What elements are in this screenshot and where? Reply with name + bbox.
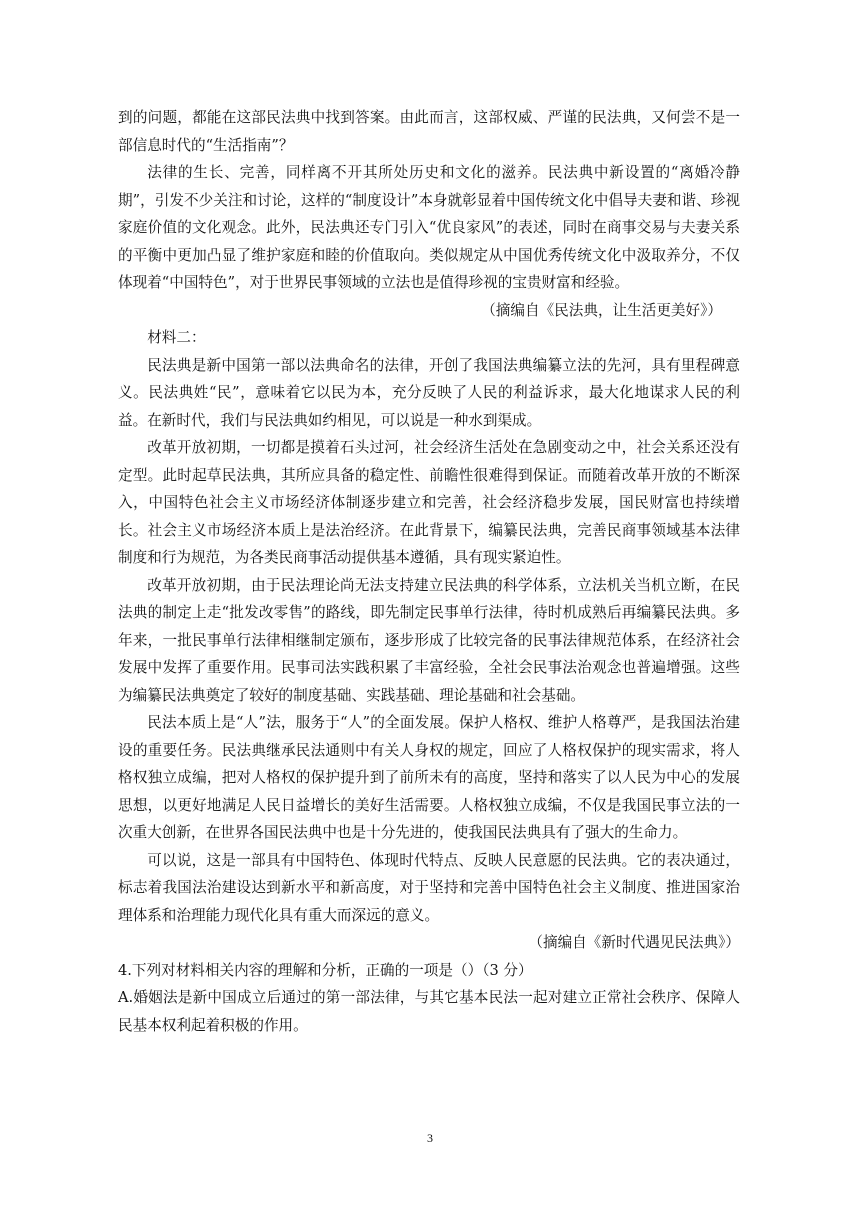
page-number: 3 (427, 1131, 433, 1145)
document-page (118, 104, 740, 1039)
material1-continuation: 到的问题，都能在这部民法典中找到答案。由此而言，这部权威、严谨的民法典，又何尝不是一部信息时代的“生活指南”？ (118, 109, 740, 154)
question-stem: 4.下列对材料相关内容的理解和分析，正确的一项是（）（3 分） (118, 961, 533, 979)
material2-paragraph-2: 改革开放初期，一切都是摸着石头过河，社会经济生活处在急剧变动之中，社会关系还没有定型。此时起草民法典，其所应具备的稳定性、前瞻性很难得到保证。而随着改革开放的不断深入，中国特色社会主义市场经济体制逐步建立和完善，社会经济稳步发展，国民财富也持续增长。社会主义市场经济本质上是法治经济。在此背景下，编纂民法典，完善民商事领域基本法律制度和行为规范，为各类民商事活动提供基本遵循，具有现实紧迫性。 (118, 439, 740, 566)
material1-source: （摘编自《民法典，让生活更美好》） (481, 301, 722, 319)
material2-heading: 材料二： (147, 329, 206, 346)
material2-paragraph-1: 民法典是新中国第一部以法典命名的法律，开创了我国法典编纂立法的先河，具有里程碑意义。民法典姓“民”，意味着它以民为本，充分反映了人民的利益诉求，最大化地谋求人民的利益。在新时代，我们与民法典如约相见，可以说是一种水到渠成。 (118, 356, 740, 429)
material2-source: （摘编自《新时代遇见民法典》） (528, 934, 740, 951)
material2-paragraph-5: 可以说，这是一部具有中国特色、体现时代特点、反映人民意愿的民法典。它的表决通过，标志着我国法治建设达到新水平和新高度，对于坚持和完善中国特色社会主义制度、推进国家治理体系和治理能力现代化具有重大而深远的意义。 (118, 851, 740, 924)
material1-culture-paragraph: 法律的生长、完善，同样离不开其所处历史和文化的滋养。民法典中新设置的“离婚冷静期”，引发不少关注和讨论，这样的“制度设计”本身就彰显着中国传统文化中倡导夫妻和谐、珍视家庭价值的文化观念。此外，民法典还专门引入“优良家风”的表述，同时在商事交易与夫妻关系的平衡中更加凸显了维护家庭和睦的价值取向。类似规定从中国优秀传统文化中汲取养分，不仅体现着“中国特色”，对于世界民事领域的立法也是值得珍视的宝贵财富和经验。 (118, 164, 740, 291)
material2-paragraph-3: 改革开放初期，由于民法理论尚无法支持建立民法典的科学体系，立法机关当机立断，在民法典的制定上走“批发改零售”的路线，即先制定民事单行法律，待时机成熟后再编纂民法典。多年来，一批民事单行法律相继制定颁布，逐步形成了比较完备的民事法律规范体系，在经济社会发展中发挥了重要作用。民事司法实践积累了丰富经验，全社会民事法治观念也普遍增强。这些为编纂民法典奠定了较好的制度基础、实践基础、理论基础和社会基础。 (118, 576, 740, 704)
material2-paragraph-4: 民法本质上是“人”法，服务于“人”的全面发展。保护人格权、维护人格尊严，是我国法治建设的重要任务。民法典继承民法通则中有关人身权的规定，回应了人格权保护的现实需求，将人格权独立成编，把对人格权的保护提升到了前所未有的高度，坚持和落实了以人民为中心的发展思想，以更好地满足人民日益增长的美好生活需要。人格权独立成编，不仅是我国民事立法的一次重大创新，在世界各国民法典中也是十分先进的，使我国民法典具有了强大的生命力。 (118, 714, 740, 841)
question-option-a: A.婚姻法是新中国成立后通过的第一部法律，与其它基本民法一起对建立正常社会秩序、保障人民基本权利起着积极的作用。 (118, 989, 740, 1034)
